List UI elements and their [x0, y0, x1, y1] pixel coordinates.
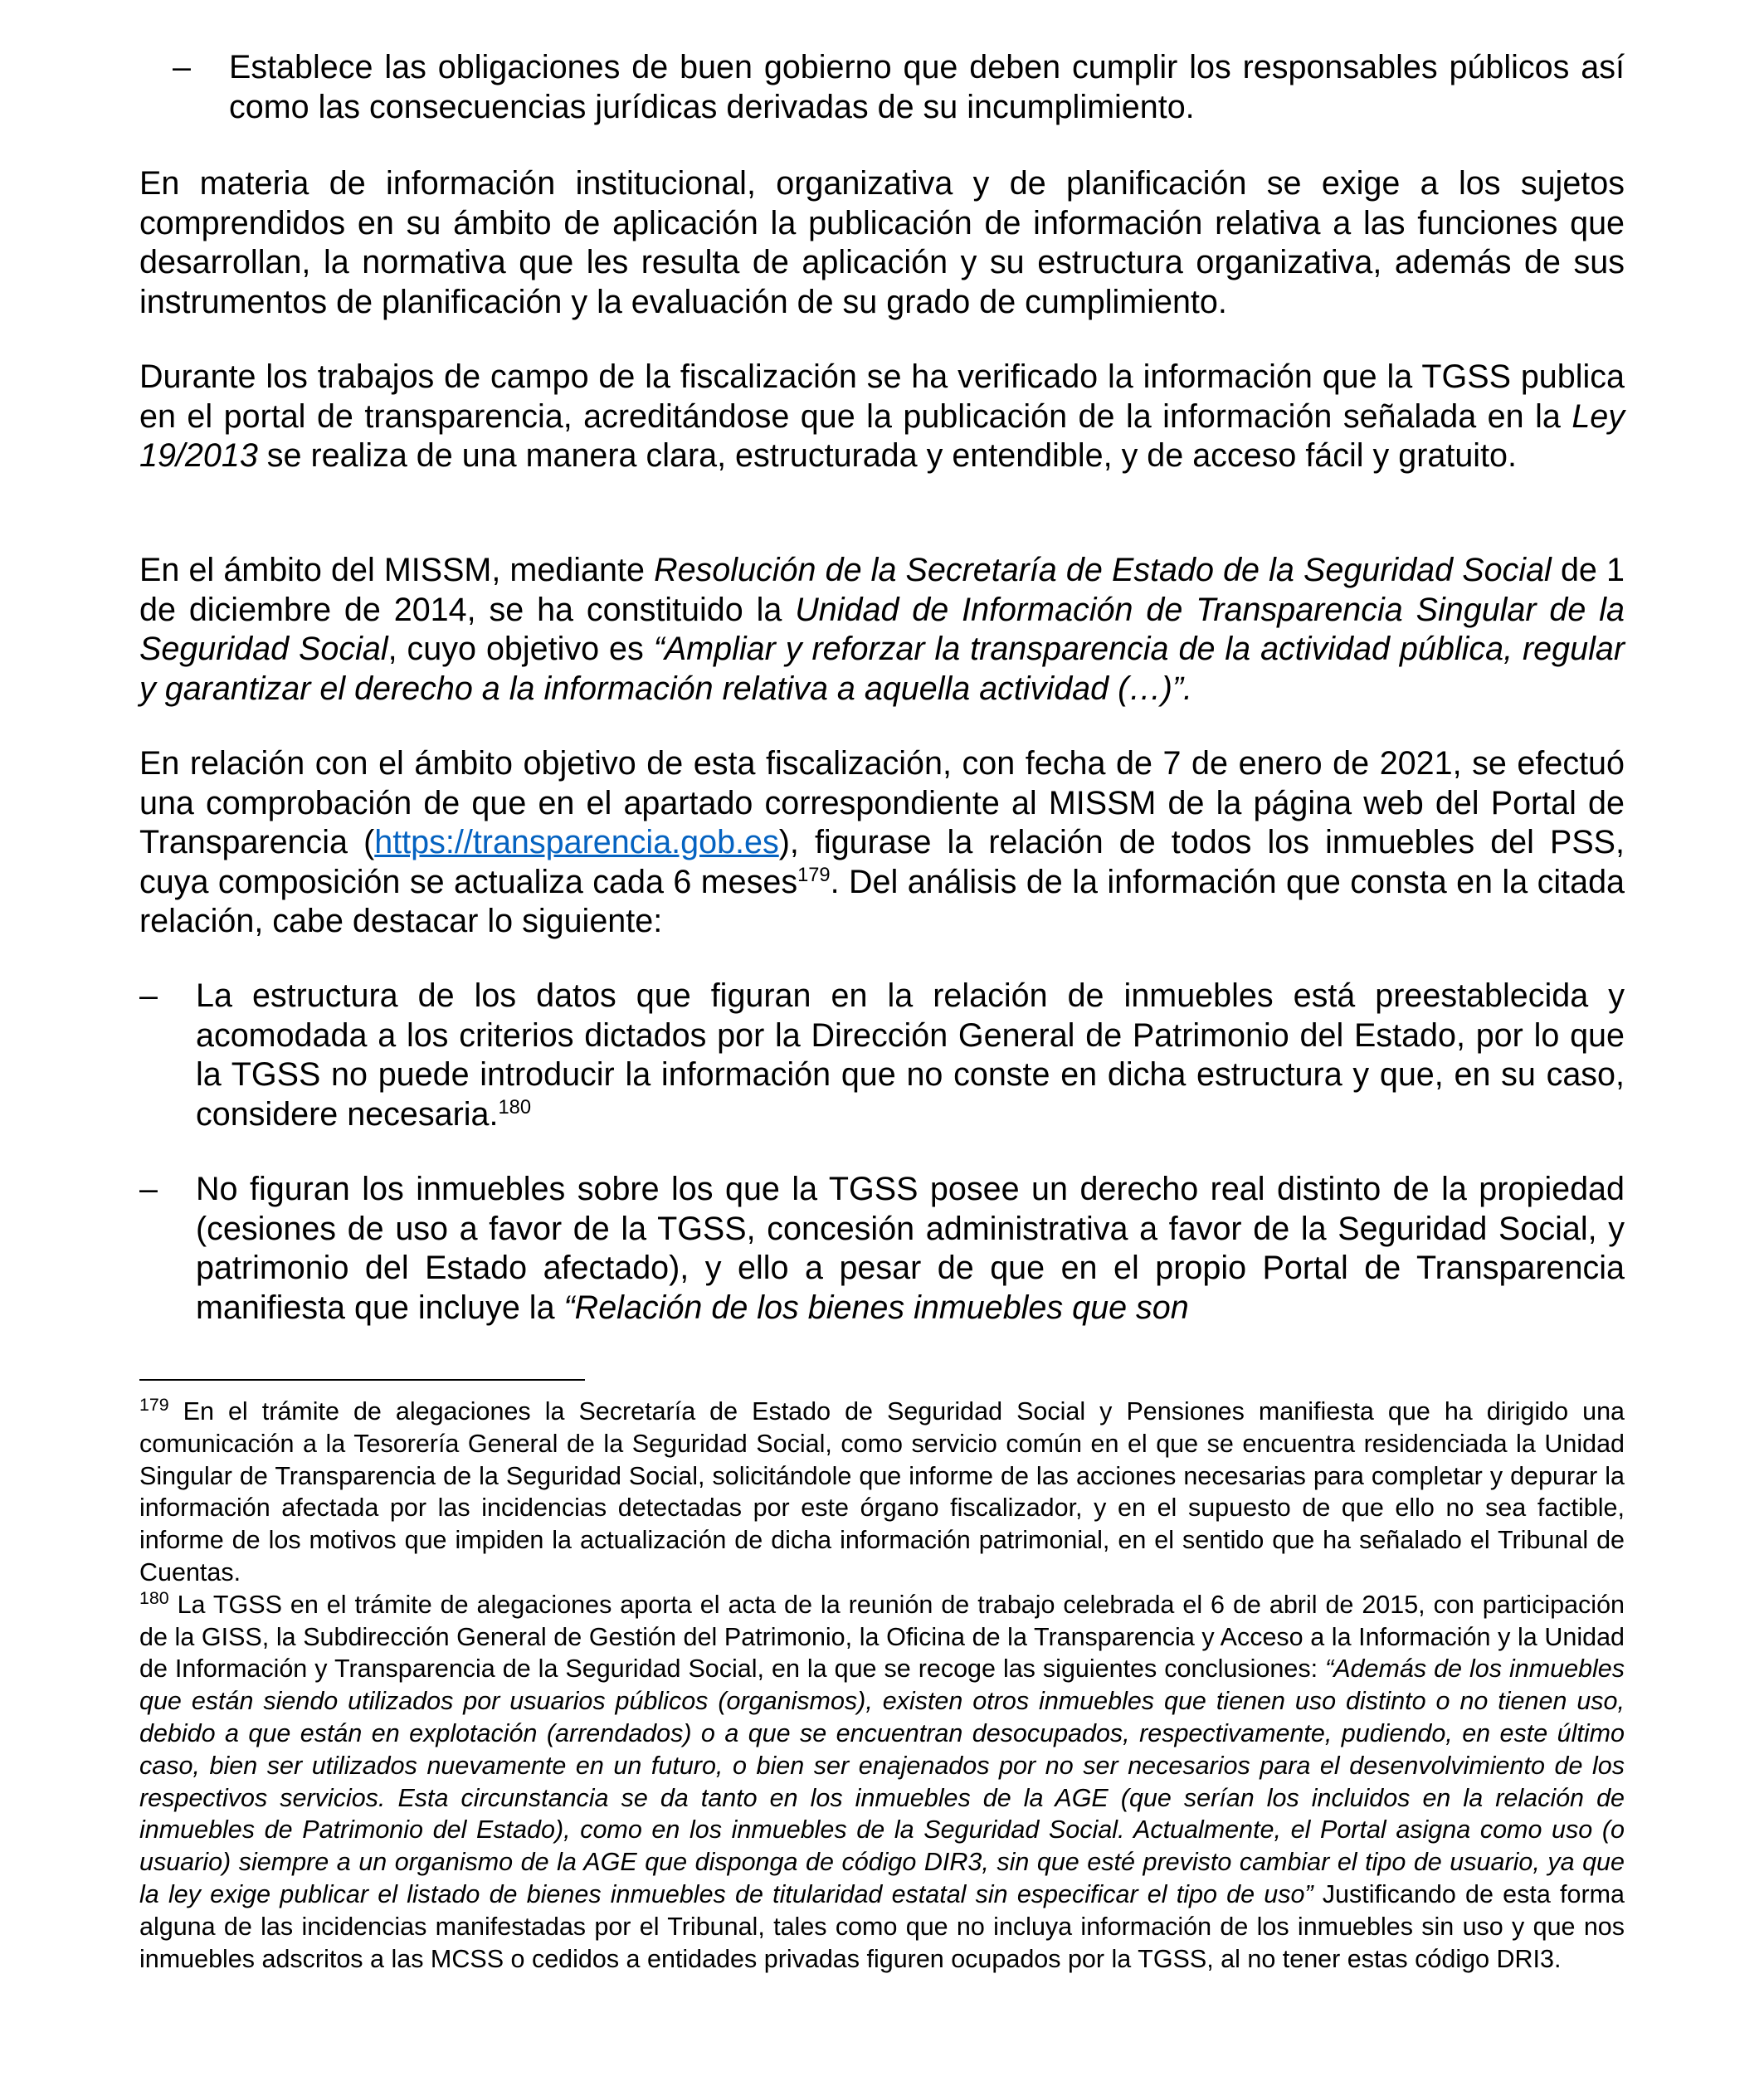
footnote-ref-180[interactable]: 180	[498, 1096, 532, 1118]
bullet-data-structure	[139, 977, 1625, 1134]
resolution-title: Resolución de la Secretaría de Estado de la Seguridad Social	[654, 552, 1552, 588]
paragraph-text	[139, 358, 1625, 476]
bullet-text	[196, 1170, 1625, 1328]
footnote-text: Justificando de esta forma alguna de las incidencias manifestadas por el Tribunal, tales como que no incluya información de los inmuebles sin uso y que nos inmuebles adscritos a las MCSS o cedidos a entidades privadas figuren ocupados por la TGSS, al no tener estas código DRI3.	[139, 1879, 1625, 1973]
footnote-text: En el trámite de alegaciones la Secretaría de Estado de Seguridad Social y Pensiones manifiesta que ha dirigido una comunicación a la Tesorería General de la Seguridad Social, como servicio común en el que se encuentra residenciada la Unidad Singular de Transparencia de la Seguridad Social, solicitándole que informe de las acciones necesarias para completar y depurar la información afectada por las incidencias detectadas por este órgano fiscalizador, y en el supuesto de que ello no sea factible, informe de los motivos que impiden la actualización de dicha información patrimonial, en el sentido que ha señalado el Tribunal de Cuentas.	[139, 1397, 1625, 1586]
text-run: Durante los trabajos de campo de la fiscalización se ha verificado la información que la TGSS publica en el portal de transparencia, acreditándose que la publicación de la información señalada en la	[139, 358, 1625, 435]
footnote-ref-179[interactable]: 179	[797, 864, 831, 886]
bullet-text: Establece las obligaciones de buen gobierno que deben cumplir los responsables públicos así como las consecuencias jurídicas derivadas de su incumplimiento.	[229, 49, 1625, 125]
paragraph-text	[139, 744, 1625, 942]
dash-marker: –	[173, 49, 191, 85]
bullet-item	[139, 48, 1625, 127]
text-run: En relación con el ámbito objetivo de esta fiscalización, con fecha de 7 de enero de 2021, se efectuó una comprobación de que en el apartado correspondiente al MISSM de la página web del Portal de Transparencia (	[139, 745, 1625, 860]
footnote-180	[139, 1589, 1625, 1976]
footnote-text: La TGSS en el trámite de alegaciones aporta el acta de la reunión de trabajo celebrada el 6 de abril de 2015, con participación de la GISS, la Subdirección General de Gestión del Patrimonio, la Oficina de la Transparencia y Acceso a la Información y la Unidad de Información y Transparencia de la Seguridad Social, en la que se recoge las siguientes conclusiones:	[139, 1590, 1625, 1684]
meeting-conclusions-quote: “Además de los inmuebles que están siendo utilizados por usuarios públicos (organismos), existen otros inmuebles que tienen uso distinto o no tienen uso, debido a que están en explotación (arrendados) o a que se encuentran desocupados, respectivamente, pudiendo, en este último caso, bien ser utilizados nuevamente en un futuro, o bien ser enajenados por no ser necesarios para el desenvolvimiento de los respectivos servicios. Esta circunstancia se da tanto en los inmuebles de la AGE (que serían los incluidos en la relación de inmuebles de Patrimonio del Estado), como en los inmuebles de la Seguridad Social. Actualmente, el Portal asigna como uso (o usuario) siempre a un organismo de la AGE que disponga de código DIR3, sin que esté previsto cambiar el tipo de usuario, ya que la ley exige publicar el listado de bienes inmuebles de titularidad estatal sin especificar el tipo de uso”	[139, 1655, 1625, 1908]
paragraph-text	[139, 551, 1625, 709]
text-run: En el ámbito del MISSM, mediante	[139, 552, 655, 588]
dash-marker: –	[139, 977, 158, 1014]
footnote-179	[139, 1396, 1625, 1589]
unit-name: Unidad de Información de Transparencia Singular de la Seguridad Social	[139, 591, 1625, 667]
footnote-separator	[139, 1379, 585, 1381]
portal-quote: “Relación de los bienes inmuebles que son	[563, 1289, 1189, 1326]
paragraph-institutional-info	[139, 164, 1625, 322]
text-run: se realiza de una manera clara, estructurada y entendible, y de acceso fácil y gratuito.	[257, 437, 1517, 474]
footnote-number: 179	[139, 1394, 169, 1415]
dash-marker: –	[139, 1171, 158, 1207]
text-run: , cuyo objetivo es	[387, 631, 654, 667]
paragraph-portal-check	[139, 744, 1625, 942]
footnotes-section	[139, 1396, 1625, 1975]
bullet-missing-properties	[139, 1170, 1625, 1328]
paragraph-missm-resolution	[139, 551, 1625, 709]
paragraph-field-work	[139, 358, 1625, 476]
law-reference: Ley 19/2013	[139, 397, 1625, 474]
text-run: La estructura de los datos que figuran en la relación de inmuebles está preestablecida y acomodada a los criterios dictados por la Dirección General de Patrimonio del Estado, por lo que la TGSS no puede introducir la información que no conste en dicha estructura y que, en su caso, considere necesaria.	[196, 977, 1625, 1133]
bullet-item	[139, 977, 1625, 1134]
paragraph-text: En materia de información institucional, organizativa y de planificación se exige a los sujetos comprendidos en su ámbito de aplicación la publicación de información relativa a las funciones que desarrollan, la normativa que les resulta de aplicación y su estructura organizativa, además de sus instrumentos de planificación y la evaluación de su grado de cumplimiento.	[139, 165, 1625, 320]
text-run: No figuran los inmuebles sobre los que la TGSS posee un derecho real distinto de la propiedad (cesiones de uso a favor de la TGSS, concesión administrativa a favor de la Seguridad Social, y patrimonio del Estado afectado), y ello a pesar de que en el propio Portal de Transparencia manifiesta que incluye la	[196, 1171, 1625, 1326]
bullet-text	[196, 977, 1625, 1134]
bullet-item	[139, 1170, 1625, 1328]
text-run: . Del análisis de la información que consta en la citada relación, cabe destacar lo siguiente:	[139, 863, 1625, 939]
bullet-good-governance	[139, 48, 1625, 127]
transparency-portal-link[interactable]: https://transparencia.gob.es	[374, 824, 779, 860]
objective-quote: “Ampliar y reforzar la transparencia de la actividad pública, regular y garantizar el derecho a la información relativa a aquella actividad (…)”.	[139, 631, 1625, 707]
text-run: de 1 de diciembre de 2014, se ha constituido la	[139, 552, 1625, 628]
text-run: ), figurase la relación de todos los inmuebles del PSS, cuya composición se actualiza cada 6 meses	[139, 824, 1625, 900]
footnote-number: 180	[139, 1587, 169, 1608]
